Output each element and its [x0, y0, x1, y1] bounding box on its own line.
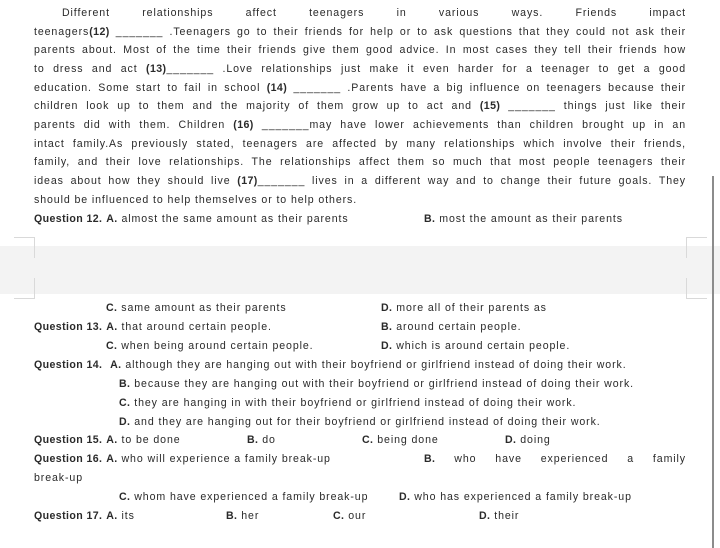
- page-corner-mark: [686, 278, 707, 299]
- question-12-option-b: B. most the amount as their parents: [424, 213, 623, 225]
- passage-line: children look up to them and the majority of them grow up to act and (15) _______ things just like their: [34, 100, 686, 112]
- passage-line: parents about. Most of the time their friends give them good advice. In most cases they tell their friends how: [34, 44, 686, 56]
- question-12: Question 12. A. almost the same amount as their parents: [34, 213, 349, 225]
- question-17-option-d: D. their: [479, 510, 520, 522]
- question-13: Question 13. A. that around certain people.: [34, 321, 272, 333]
- blank-number: (13): [146, 63, 167, 75]
- question-15: Question 15. A. to be done: [34, 434, 181, 446]
- blank-number: (16): [233, 119, 254, 131]
- question-15-option-d: D. doing: [505, 434, 551, 446]
- passage-line: intact family.As previously stated, teenagers are affected by many relationships which involve their friends,: [34, 138, 686, 150]
- question-17-option-c: C. our: [333, 510, 367, 522]
- question-17-option-b: B. her: [226, 510, 260, 522]
- page-corner-mark: [686, 237, 707, 258]
- blank-number: (12): [89, 26, 110, 38]
- question-14-option-b: B. because they are hanging out with their boyfriend or girlfriend instead of doing their work.: [119, 378, 634, 390]
- blank-number: (14): [266, 82, 288, 94]
- question-15-option-b: B. do: [247, 434, 276, 446]
- passage-line: family, and their love relationships. The relationships affect them so much that most people teenagers their: [34, 156, 686, 168]
- question-16: Question 16. A. who will experience a family break-up: [34, 453, 331, 465]
- page-corner-mark: [14, 278, 35, 299]
- question-17: Question 17. A. its: [34, 510, 135, 522]
- question-12-option-c: C. same amount as their parents: [106, 302, 287, 314]
- blank-number: (15): [479, 100, 501, 112]
- question-16-option-c: C. whom have experienced a family break-up: [119, 491, 369, 503]
- question-16-option-b-continued: break-up: [34, 472, 84, 484]
- passage-line: parents did with them. Children (16) _______may have lower achievements than children brought up in an: [34, 119, 686, 131]
- passage-line: Different relationships affect teenagers in various ways. Friends impact: [62, 7, 686, 19]
- passage-line: teenagers(12) _______ .Teenagers go to their friends for help or to ask questions that they could not ask their: [34, 26, 686, 38]
- question-13-option-d: D. which is around certain people.: [381, 340, 571, 352]
- page-gap: [0, 246, 720, 294]
- passage-line: to dress and act (13)_______ .Love relationships just make it even harder for a teenager to get a good: [34, 63, 686, 75]
- question-12-option-d: D. more all of their parents as: [381, 302, 547, 314]
- question-13-option-c: C. when being around certain people.: [106, 340, 314, 352]
- question-14-option-d: D. and they are hanging out for their boyfriend or girlfriend instead of doing their work.: [119, 416, 601, 428]
- blank-number: (17): [237, 175, 258, 187]
- option-a: almost the same amount as their parents: [121, 213, 349, 225]
- question-13-option-b: B. around certain people.: [381, 321, 522, 333]
- question-16-option-b: B. who have experienced a family: [424, 453, 686, 465]
- question-14-option-c: C. they are hanging in with their boyfriend or girlfriend instead of doing their work.: [119, 397, 577, 409]
- question-15-option-c: C. being done: [362, 434, 439, 446]
- question-14: Question 14. A. although they are hanging out with their boyfriend or girlfriend instead of doing their work.: [34, 359, 627, 371]
- passage-line: should be influenced to help themselves or to help others.: [34, 194, 358, 206]
- scrollbar[interactable]: [712, 176, 714, 548]
- passage-line: education. Some start to fail in school (14) _______ .Parents have a big influence on teenagers because their: [34, 82, 686, 94]
- passage-line: ideas about how they should live (17)_______ lives in a different way and to change their future goals. They: [34, 175, 686, 187]
- question-16-option-d: D. who has experienced a family break-up: [399, 491, 632, 503]
- page-corner-mark: [14, 237, 35, 258]
